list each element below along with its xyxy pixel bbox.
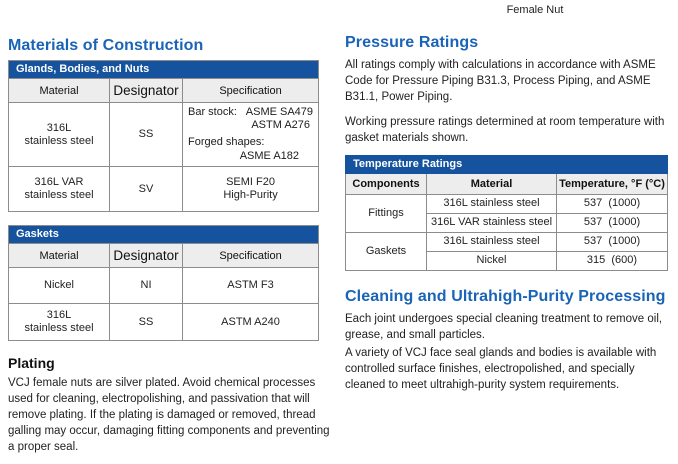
material-cell: 316L VAR stainless steel xyxy=(427,214,557,233)
table-row xyxy=(9,304,319,341)
cleaning-paragraph-1: Each joint undergoes special cleaning treatment to remove oil, grease, and small particles. xyxy=(345,313,663,341)
column-header-specification: Specification xyxy=(183,79,319,103)
plating-heading: Plating xyxy=(8,355,55,371)
column-header-components: Components xyxy=(346,174,427,195)
right-column xyxy=(345,34,673,402)
spec-line xyxy=(188,106,313,119)
cleaning-heading: Cleaning and Ultrahigh-Purity Processing xyxy=(345,288,666,305)
designator-cell: SS xyxy=(110,304,183,341)
material-line: stainless steel xyxy=(24,322,94,334)
material-cell: 316L stainless steel xyxy=(427,195,557,214)
spec-value: ASME A182 xyxy=(239,150,300,162)
table-header-row xyxy=(346,174,668,195)
material-line: 316L xyxy=(46,121,72,134)
gaskets-table xyxy=(8,225,319,341)
table-row xyxy=(9,103,319,167)
material-line: stainless steel xyxy=(24,189,94,201)
temperature-ratings-table xyxy=(345,155,668,271)
material-line: stainless steel xyxy=(24,134,94,147)
table-title-row xyxy=(346,156,668,174)
cleaning-paragraph-2: A variety of VCJ face seal glands and bodies is available with controlled surface finishes, electropolished, and specially cleaned to meet ultrahigh-purity system requirements. xyxy=(345,347,657,391)
temperature-cell: 537 (1000) xyxy=(557,233,668,252)
materials-of-construction-heading: Materials of Construction xyxy=(8,37,204,54)
spec-line: High-Purity xyxy=(223,189,278,201)
spec-value: ASTM A276 xyxy=(251,119,311,131)
temperature-cell: 537 (1000) xyxy=(557,195,668,214)
material-cell xyxy=(9,167,110,212)
table-header-row xyxy=(9,244,319,268)
left-column xyxy=(8,37,334,464)
material-cell: 316L stainless steel xyxy=(427,233,557,252)
table-header-row xyxy=(9,79,319,103)
glands-bodies-nuts-table xyxy=(8,60,319,212)
designator-cell: SS xyxy=(110,103,183,167)
column-header-material: Material xyxy=(9,244,110,268)
spec-label: Forged shapes: xyxy=(188,136,265,148)
glands-table-title: Glands, Bodies, and Nuts xyxy=(9,61,319,79)
material-cell xyxy=(9,103,110,167)
material-cell xyxy=(9,304,110,341)
column-header-material: Material xyxy=(9,79,110,103)
designator-cell: SV xyxy=(110,167,183,212)
table-row xyxy=(346,195,668,214)
material-cell: Nickel xyxy=(427,252,557,271)
pressure-paragraph-2: Working pressure ratings determined at room temperature with gasket materials shown. xyxy=(345,116,665,144)
material-cell: Nickel xyxy=(9,268,110,304)
spec-label: Bar stock: xyxy=(188,106,237,118)
table-row xyxy=(9,167,319,212)
gaskets-table-title: Gaskets xyxy=(9,226,319,244)
column-header-material: Material xyxy=(427,174,557,195)
temperature-cell: 315 (600) xyxy=(557,252,668,271)
column-header-designator: Designator xyxy=(110,79,183,103)
table-title-row xyxy=(9,226,319,244)
table-title-row xyxy=(9,61,319,79)
column-header-specification: Specification xyxy=(183,244,319,268)
female-nut-caption: Female Nut xyxy=(506,4,564,16)
material-line: 316L xyxy=(46,309,72,321)
specification-cell xyxy=(183,167,319,212)
component-cell: Fittings xyxy=(346,195,427,233)
plating-paragraph: VCJ female nuts are silver plated. Avoid chemical processes used for cleaning, electropolishing, and passivation that will remove plating. If the plating is damaged or removed, thread galling may occur, damaging fitting components and preventing a proper seal. xyxy=(8,377,330,453)
specification-cell: ASTM F3 xyxy=(183,268,319,304)
column-header-designator: Designator xyxy=(110,244,183,268)
pressure-paragraph-1: All ratings comply with calculations in accordance with ASME Code for Pressure Piping B31.3, Process Piping, and ASME B31.1, Power Piping. xyxy=(345,59,656,103)
specification-cell xyxy=(183,103,319,167)
spec-value: ASME SA479 xyxy=(245,106,314,118)
table-row xyxy=(9,268,319,304)
spec-line: SEMI F20 xyxy=(226,176,275,188)
temperature-cell: 537 (1000) xyxy=(557,214,668,233)
temperature-table-title: Temperature Ratings xyxy=(346,156,668,174)
material-line: 316L VAR xyxy=(34,176,84,188)
table-row xyxy=(346,233,668,252)
designator-cell: NI xyxy=(110,268,183,304)
component-cell: Gaskets xyxy=(346,233,427,271)
pressure-ratings-heading: Pressure Ratings xyxy=(345,34,479,51)
column-header-temperature: Temperature, °F (°C) xyxy=(557,174,668,195)
specification-cell: ASTM A240 xyxy=(183,304,319,341)
